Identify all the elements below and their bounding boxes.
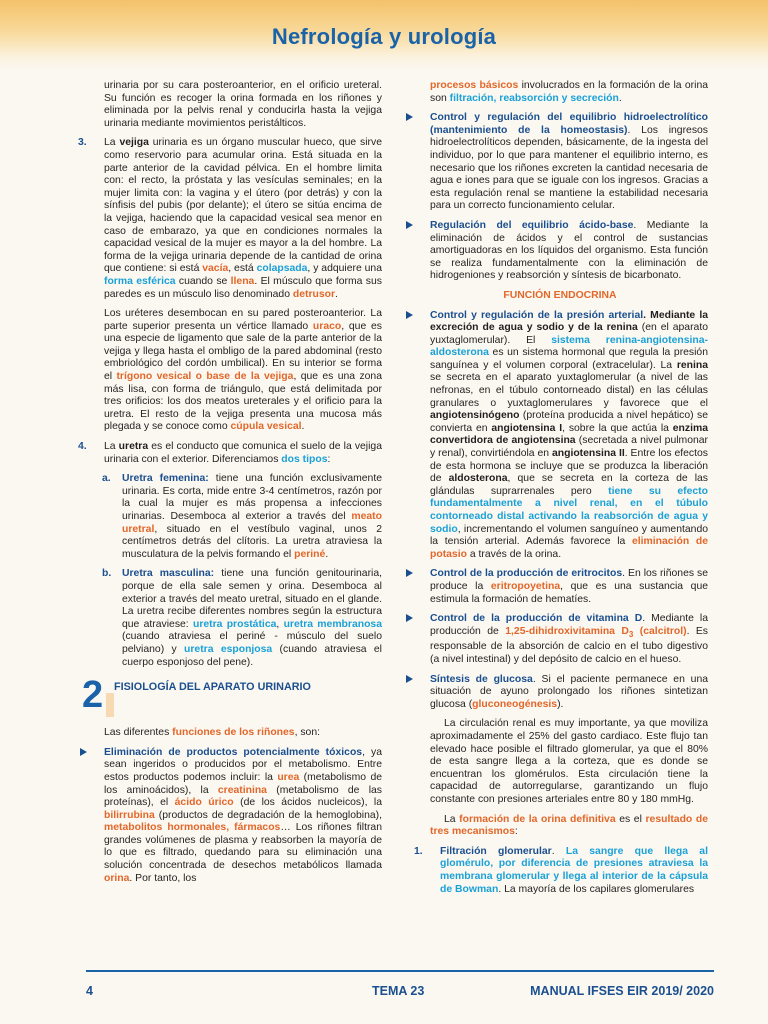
paragraph-ureteres: Los uréteres desembocan en su pared posteroanterior. La parte superior presenta un vértice llamado uraco, que es una especie de ligamento que sale de la parte anterior de la vejiga y llega hasta el ombligo de la pared abdominal (resto embriológico del cordón umbilical). En su interior se forma el trígono vesical o base de la vejiga, que es una zona más lisa, con forma de triángulo, que está delimitada por tres orificios: los dos meatos ureterales y el orificio para la uretra. El resto de la vejiga presenta una mucosa más plegada y se conoce como cúpula vesical. [104,308,382,433]
term-eliminacion: Eliminación de productos potencialmente tóxicos [104,746,363,758]
term-acido-base: Regulación del equilibrio ácido-base [430,219,634,231]
term-eritropoyetina: eritropoyetina [490,580,561,592]
bullet-arrow-icon [406,675,413,683]
term-uretra-masculina: Uretra masculina: [122,568,215,580]
footer-manual: MANUAL IFSES EIR 2019/ 2020 [530,984,714,998]
bullet-hidroelectrolitico: Control y regulación del equilibrio hidroelectrolítico (mantenimiento de la homeostasis). Los ingresos hidroelectrolíticos dependen, básicamente, de la ingesta del individuo, por lo que para mantener el equilibrio interno, es necesario que los riñones excreten la cantidad necesaria de agua e iones para que se iguale con los ingresos. Gracias a esta regulación renal se mantiene la estabilidad necesaria para un correcto funcionamiento celular. [412,112,708,213]
section-number: 2 [82,674,104,717]
bullet-eliminacion: Eliminación de productos potencialmente tóxicos, ya sean ingeridos o producidos por el metabolismo. Entre estos productos podemos incluir: la urea (metabolismo de los aminoácidos), la creatinina (metabolismo de las proteínas), el ácido úrico (de los ácidos nucleicos), la bilirrubina (productos de degradación de la hemoglobina), metabolitos hormonales, fármacos… Los riñones filtran grandes volúmenes de plasma y reabsorben la mayoría de lo que es filtrado, quedando para su eliminación una solución concentrada de desechos metabólicos llamada orina. Por tanto, los [86,747,382,886]
bullet-glucosa: Síntesis de glucosa. Si el paciente permanece en una situación de ayuno prolongado los riñones sintetizan glucosa (gluconeogénesis). [412,674,708,712]
paragraph-ureter-end: urinaria por su cara posteroanterior, en el orificio ureteral. Su función es recoger la orina formada en los riñones y eliminada por la pelvis renal y conducirla hasta la vejiga urinaria mediante movimientos peristálticos. [104,80,382,129]
list-item-vejiga: 3. La vejiga urinaria es un órgano muscular hueco, que sirve como reservorio para acumular orina. Está situada en la parte anterior de la cavidad pélvica. En el hombre limita con: el recto, la próstata y las vesículas seminales; en la mujer limita con: la vagina y el útero (por detrás) y con la sínfisis del pubis (por delante); el útero se sitúa encima de la vejiga, haciendo que la capacidad vesical sea menor en caso de embarazo, ya que en condiciones normales la capacidad vesical de la mujer es mayor a la del hombre. La forma de la vejiga urinaria depende de la cantidad de orina que contiene: si está vacía, está colapsada, y adquiere una forma esférica cuando se llena. El músculo que forma sus paredes es un músculo liso denominado detrusor. [78,137,382,300]
section-heading [82,674,382,717]
term-vacia: vacía [202,263,229,275]
term-presion-arterial: Control y regulación de la presión arterial [430,309,644,321]
bullet-arrow-icon [406,311,413,319]
term-sintesis-glucosa: Síntesis de glucosa [430,673,533,685]
item-number: 4. [78,441,87,453]
term-perine: periné [294,548,326,560]
right-column [412,80,708,903]
subheading-funcion-endocrina: FUNCIÓN ENDOCRINA [503,289,617,301]
paragraph-procesos: procesos básicos involucrados en la formación de la orina son filtración, reabsorción y secreción. [430,80,708,104]
list-item-uretra: 4. La uretra es el conducto que comunica el suelo de la vejiga urinaria con el exterior. Diferenciamos dos tipos: [78,441,382,465]
term-metabolitos: metabolitos hormonales, fármacos [104,822,281,834]
bullet-arrow-icon [406,221,413,229]
term-uretra-membranosa: uretra membranosa [283,618,382,630]
section-accent [106,693,114,717]
term-tres-mecanismos: resultado de tres mecanismos [430,813,708,838]
term-gluconeogenesis: gluconeogénesis [472,698,558,710]
section-title: FISIOLOGÍA DEL APARATO URINARIO [114,681,311,694]
term-uraco: uraco [312,320,342,332]
term-efecto-renal: tiene su efecto fundamentalmente a nivel renal, en el túbulo contorneado distal activando la reabsorción de agua y sodio [430,485,708,535]
term-colapsada: colapsada [256,263,308,275]
term-uretra: uretra [118,441,149,453]
paragraph-formacion-orina: La formación de la orina definitiva es el resultado de tres mecanismos: [430,813,708,838]
term-eritrocitos: Control de la producción de eritrocitos [430,568,623,580]
term-membrana-glomerular: La sangre que llega al glomérulo, por diferencia de presiones atraviesa la membrana glomerular y llega al interior de la cápsula de Bowman [440,845,708,895]
paragraph-circulacion: La circulación renal es muy importante, ya que moviliza aproximadamente el 25% del gasto cardiaco. Este flujo tan elevado hace posible el filtrado glomerular, ya que el 80% de esta sangre llega a la corteza, que es donde se encuentran los glomérulos. Esta circulación tiene la capacidad de autorregularse, garantizando un flujo constante con presiones arteriales entre 80 y 180 mmHg. [430,718,708,805]
term-eliminacion-potasio: eliminación de potasio [430,536,709,560]
term-orina-definitiva: formación de la orina definitiva [459,813,616,825]
bullet-arrow-icon [406,614,413,622]
sub-item-label: b. [102,568,112,580]
item-number: 3. [78,137,87,149]
term-creatinina: creatinina [217,784,267,796]
bullet-arrow-icon [80,748,87,756]
term-acido-urico: ácido úrico [174,797,234,809]
item-number: 1. [414,845,423,857]
sub-item-uretra-masculina: b. Uretra masculina: tiene una función genitourinaria, porque de ella sale semen y orina. Desemboca al exterior a través del meato uretral, situado en el glande. La uretra recibe diferentes nombres según la estructura que atraviese: uretra prostática, uretra membranosa (cuando atraviesa el periné - músculo del suelo pelviano) y uretra esponjosa (cuando atraviesa el cuerpo esponjoso del pene). [102,568,382,668]
term-meato-uretral: meato uretral [122,511,382,535]
term-detrusor: detrusor [292,288,336,300]
term-vitamina-d: Control de la producción de vitamina D [430,613,643,625]
bullet-arrow-icon [406,113,413,121]
term-funciones-rinones: funciones de los riñones [172,727,295,739]
term-uretra-prostatica: uretra prostática [192,618,277,630]
bullet-presion-arterial: Control y regulación de la presión arterial. Mediante la excreción de agua y sodio y de la renina (en el aparato yuxtaglomerular). El sistema renina-angiotensina-aldosterona es un sistema hormonal que regula la presión sanguínea y el volumen corporal (extracelular). La renina se secreta en el aparato yuxtaglomerular (a nivel de las nefronas, en el túbulo contorneado distal) en las células granulares o yuxtaglomerulares y favorece que el angiotensinógeno (proteína producida a nivel hepático) se convierta en angiotensina I, sobre la que actúa la enzima convertidora de angiotensina (secretada a nivel pulmonar y renal), convirtiéndola en angiotensina II. Entre los efectos de esta hormona se incluye que se produzca la liberación de aldosterona, que se secreta en la corteza de las glándulas suprarrenales pero tiene su efecto fundamentalmente a nivel renal, en el túbulo contorneado distal activando la reabsorción de agua y sodio, incrementando el volumen sanguíneo y aumentando la tensión arterial. Además favorece la eliminación de potasio a través de la orina. [412,310,708,562]
list-item-filtracion: 1. Filtración glomerular. La sangre que llega al glomérulo, por diferencia de presiones atraviesa la membrana glomerular y llega al interior de la cápsula de Bowman. La mayoría de los capilares glomerulares [414,845,708,895]
term-procesos-basicos: procesos básicos [430,80,519,91]
term-sra: sistema renina-angiotensina-aldosterona [430,334,708,359]
bullet-arrow-icon [406,569,413,577]
sub-item-label: a. [102,473,111,485]
term-dos-tipos: dos tipos [281,453,328,465]
paragraph-funciones: Las diferentes funciones de los riñones, son: [104,727,320,739]
term-orina: orina [104,872,130,884]
bullet-vitamina-d: Control de la producción de vitamina D. Mediante la producción de 1,25-dihidroxivitamina $D_3$ (calcitrol). Es responsable de la absorción de calcio en el tubo digestivo (a nivel intestinal) y del depósito de calcio en el hueso. [412,613,708,666]
sub-item-uretra-femenina: a. Uretra femenina: tiene una función exclusivamente urinaria. Es corta, mide entre 3-4 centímetros, razón por la cual la mujer es más propensa a infecciones urinarias. Desemboca al exterior a través del meato uretral, situado en el vestíbulo vaginal, unos 2 centímetros detrás del clítoris. La uretra atraviesa la musculatura de la pelvis formando el periné. [102,473,382,560]
bullet-eritrocitos: Control de la producción de eritrocitos. En los riñones se produce la eritropoyetina, que es una sustancia que estimula la formación de hematíes. [412,568,708,606]
term-urea: urea [277,771,300,783]
bullet-acido-base: Regulación del equilibrio ácido-base. Mediante la eliminación de ácidos y el control de sustancias amortiguadoras en los líquidos del organismo. Esta función se realiza fundamentalmente con la eliminación de hidrogeniones y reabsorción y síntesis de bicarbonato. [412,220,708,283]
term-cupula: cúpula vesical [230,421,302,433]
page-number: 4 [86,984,93,998]
term-calcitrol: 1,25-dihidroxivitamina D [505,625,629,637]
term-hidroelectrolitico: Control y regulación del equilibrio hidroelectrolítico (mantenimiento de la homeostasis) [430,112,708,136]
term-forma-esferica: forma esférica [104,275,176,287]
page-header-title: Nefrología y urología [271,24,497,49]
term-uretra-femenina: Uretra femenina: [122,473,209,485]
footer-tema: TEMA 23 [372,984,425,998]
term-filtracion-glomerular: Filtración glomerular [440,845,552,857]
term-uretra-esponjosa: uretra esponjosa [184,643,273,655]
term-filtracion-reabsorcion: filtración, reabsorción y secreción [449,92,619,104]
term-vejiga: vejiga [119,137,149,149]
term-bilirrubina: bilirrubina [104,809,155,821]
term-llena: llena [230,275,255,287]
term-trigono: trígono vesical o base de la vejiga [116,371,294,383]
left-column [78,80,382,892]
footer-divider [86,970,714,972]
